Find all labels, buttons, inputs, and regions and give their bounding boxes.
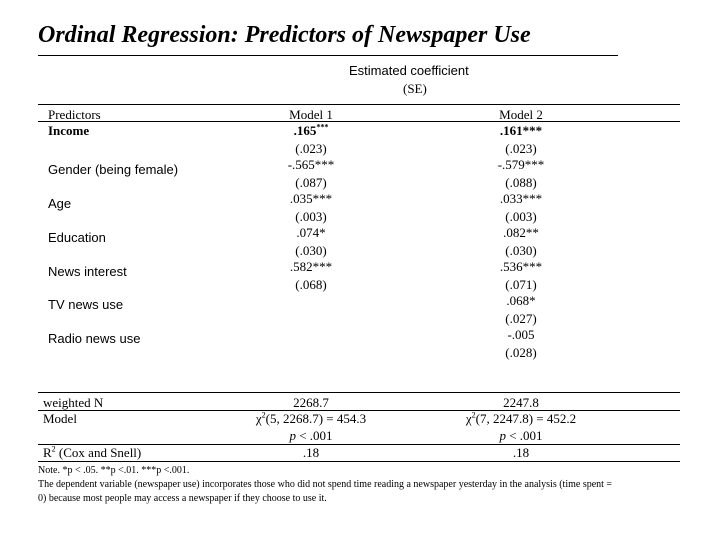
model-label: Model [43,411,77,426]
table-title: Ordinal Regression: Predictors of Newspaper Use [38,22,531,48]
chi-squared-m1: 2 [261,410,266,420]
age-model1-se: (.003) [295,209,327,224]
note-line-1: Note. *p < .05. **p <.01. ***p <.001. [38,465,190,476]
column-header-predictors: Predictors [48,107,101,122]
r2-model1: .18 [302,445,320,460]
education-model2-coef: .082** [503,225,539,240]
model1-chi-square [230,411,392,426]
radio-news-model2-se: (.028) [505,345,537,360]
news-interest-model1-coef: .582*** [289,259,333,274]
p-italic-m2: p [499,428,506,443]
row-label-income: Income [48,123,90,138]
income-model1-coef [245,123,377,138]
header-estimated-coefficient: Estimated coefficient [349,63,469,78]
gender-model1-se: (.087) [295,175,327,190]
r2-label-base: R [43,445,52,460]
gender-model1-coef: -.565*** [287,157,335,172]
model2-p-value [455,428,587,443]
gender-model2-se: (.088) [505,175,537,190]
p-val-m1: < .001 [295,428,333,443]
p-val-m2: < .001 [505,428,543,443]
income-model1-se: (.023) [295,141,327,156]
news-interest-model2-coef: .536*** [499,259,543,274]
weighted-n-label: weighted N [43,395,104,410]
r2-label [43,445,141,460]
note-line-2: The dependent variable (newspaper use) incorporates those who did not spend time reading a newspaper yesterday in the analysis (time spent = [38,479,613,490]
income-model2-coef: .161*** [499,123,543,138]
column-header-model2: Model 2 [499,107,543,122]
income-model1-value: .165 [293,123,317,138]
r2-model2: .18 [512,445,530,460]
news-interest-model1-se: (.068) [295,277,327,292]
rule-under-header [38,121,680,122]
header-se: (SE) [403,81,427,96]
row-label-tv-news-use: TV news use [48,297,124,312]
model2-chi-square [440,411,602,426]
row-label-education: Education [48,230,106,245]
model1-p-value [245,428,377,443]
row-label-news-interest: News interest [48,264,127,279]
r2-label-rest: (Cox and Snell) [55,445,142,460]
row-label-radio-news-use: Radio news use [48,331,141,346]
tv-news-model2-se: (.027) [505,311,537,326]
chi-squared-m2: 2 [471,410,476,420]
rule-bottom [38,461,680,462]
column-header-model1: Model 1 [289,107,333,122]
weighted-n-model1: 2268.7 [293,395,329,410]
news-interest-model2-se: (.071) [505,277,537,292]
rule-top [38,104,680,105]
chi-symbol-m1: χ [255,411,262,426]
row-label-gender: Gender (being female) [48,162,179,177]
radio-news-model2-coef: -.005 [507,327,535,342]
gender-model2-coef: -.579*** [497,157,545,172]
tv-news-model2-coef: .068* [506,293,536,308]
r2-label-sup: 2 [51,444,56,454]
chi-stat-m1: (5, 2268.7) = 454.3 [265,411,367,426]
education-model1-coef: .074* [296,225,326,240]
education-model2-se: (.030) [505,243,537,258]
education-model1-se: (.030) [295,243,327,258]
income-model1-stars: *** [316,122,329,132]
title-rule [38,55,618,56]
age-model2-se: (.003) [505,209,537,224]
age-model2-coef: .033*** [499,191,543,206]
age-model1-coef: .035*** [289,191,333,206]
row-label-age: Age [48,196,72,211]
chi-symbol-m2: χ [465,411,472,426]
rule-before-footer [38,392,680,393]
income-model2-se: (.023) [505,141,537,156]
note-line-3: 0) because most people may access a newspaper if they choose to use it. [38,493,327,504]
p-italic-m1: p [289,428,296,443]
weighted-n-model2: 2247.8 [503,395,539,410]
chi-stat-m2: (7, 2247.8) = 452.2 [475,411,577,426]
